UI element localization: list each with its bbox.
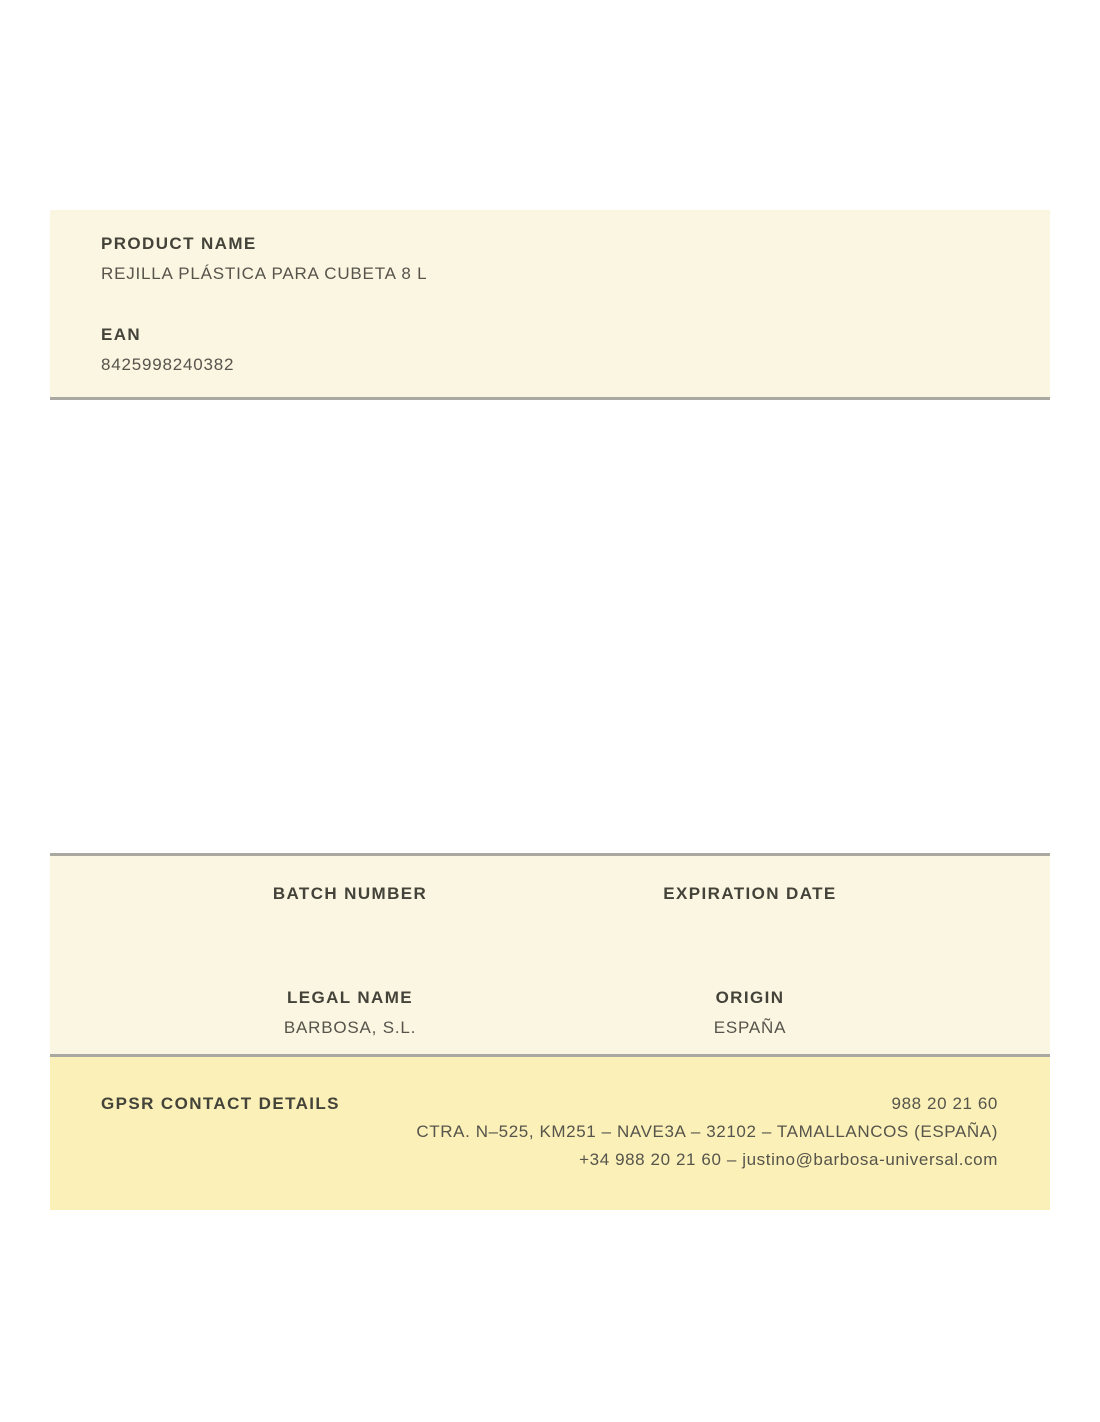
legal-name-value: BARBOSA, S.L.	[283, 1018, 417, 1037]
gpsr-contact-lines	[340, 1090, 998, 1174]
legal-name-label: LEGAL NAME	[286, 988, 414, 1007]
origin-value: ESPAÑA	[713, 1018, 787, 1037]
origin-field	[550, 988, 950, 1038]
legal-origin-row	[50, 988, 1050, 1038]
contact-address: CTRA. N–525, KM251 – NAVE3A – 32102 – TAMALLANCOS (ESPAÑA)	[416, 1122, 998, 1141]
product-name-value: REJILLA PLÁSTICA PARA CUBETA 8 L	[101, 264, 428, 283]
contact-phone: 988 20 21 60	[891, 1094, 998, 1113]
ean-value: 8425998240382	[101, 355, 235, 374]
expiration-date-field	[550, 884, 950, 914]
legal-name-field	[150, 988, 550, 1038]
batch-number-label: BATCH NUMBER	[272, 884, 428, 903]
ean-label: EAN	[101, 325, 142, 344]
product-name-label: PRODUCT NAME	[101, 234, 257, 253]
gpsr-contact-section	[50, 1054, 1050, 1210]
expiration-date-label: EXPIRATION DATE	[663, 884, 837, 903]
batch-expiration-row	[50, 884, 1050, 914]
ean-field	[101, 325, 999, 375]
gpsr-contact-label: GPSR CONTACT DETAILS	[101, 1094, 340, 1113]
product-name-field	[101, 234, 999, 284]
product-info-section	[50, 210, 1050, 400]
batch-legal-section	[50, 853, 1050, 1054]
origin-label: ORIGIN	[715, 988, 785, 1007]
batch-number-field	[150, 884, 550, 914]
contact-phone-email: +34 988 20 21 60 – justino@barbosa-universal.com	[579, 1150, 998, 1169]
